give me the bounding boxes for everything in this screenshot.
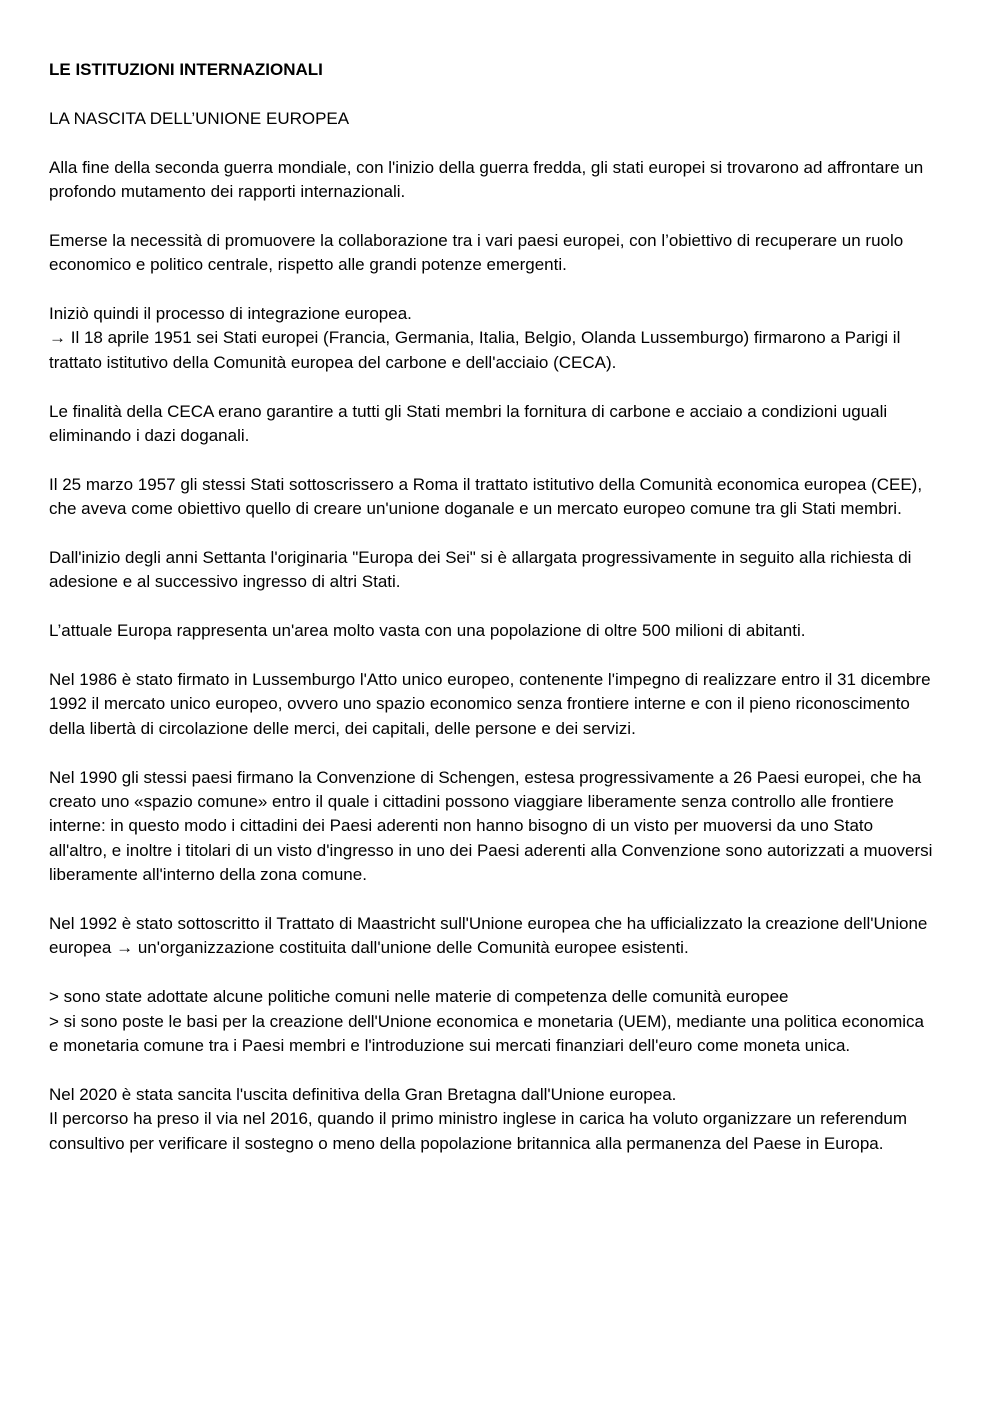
paragraph-population: L’attuale Europa rappresenta un'area molto vasta con una popolazione di oltre 500 milioni di abitanti. — [49, 621, 806, 641]
paragraph-enlargement: Dall'inizio degli anni Settanta l'originaria "Europa dei Sei" si è allargata progressivamente in seguito alla richiesta di adesione e al successivo ingresso di altri Stati. — [49, 548, 912, 592]
brexit-exit-line: Nel 2020 è stata sancita l'uscita definitiva della Gran Bretagna dall'Unione europea. — [49, 1084, 677, 1104]
paragraph-cee: Il 25 marzo 1957 gli stessi Stati sottoscrissero a Roma il trattato istitutivo della Comunità economica europea (CEE), che aveva come obiettivo quello di creare un'unione doganale e un mercato europeo comune tra gli Stati membri. — [49, 474, 923, 519]
document-page — [49, 58, 934, 1180]
policies-common-line: > sono state adottate alcune politiche comuni nelle materie di competenza delle comunità europee — [49, 987, 789, 1007]
paragraph-ceca-goals: Le finalità della CECA erano garantire a tutti gli Stati membri la fornitura di carbone e acciaio a condizioni uguali eliminando i dazi doganali. — [49, 401, 888, 446]
ceca-treaty-line: → Il 18 aprile 1951 sei Stati europei (Francia, Germania, Italia, Belgio, Olanda Lussemburgo) firmarono a Parigi il trattato istitutivo della Comunità europea del carbone e dell'acciaio (CECA). — [49, 328, 901, 372]
integration-intro-line: Iniziò quindi il processo di integrazione europea. — [49, 304, 412, 323]
paragraph-integration — [49, 302, 934, 375]
paragraph-postwar: Alla fine della seconda guerra mondiale, con l'inizio della guerra fredda, gli stati europei si trovarono ad affrontare un profondo mutamento dei rapporti internazionali. — [49, 157, 924, 201]
document-subtitle: LA NASCITA DELL’UNIONE EUROPEA — [49, 108, 350, 128]
paragraph-schengen: Nel 1990 gli stessi paesi firmano la Convenzione di Schengen, estesa progressivamente a 26 Paesi europei, che ha creato uno «spazio comune» entro il quale i cittadini possono viaggiare liberamente senza controllo alle frontiere interne: in questo modo i cittadini dei Paesi aderenti non hanno bisogno di un visto per muoversi da uno Stato all'altro, e inoltre i titolari di un visto d'ingresso in uno dei Paesi aderenti alla Convenzione sono autorizzati a muoversi liberamente all'interno della zona comune. — [49, 767, 933, 885]
paragraph-brexit — [49, 1083, 934, 1156]
brexit-referendum-line: Il percorso ha preso il via nel 2016, quando il primo ministro inglese in carica ha voluto organizzare un referendum consultivo per verificare il sostegno o meno della popolazione britannica alla permanenza del Paese in Europa. — [49, 1109, 908, 1153]
policies-uem-line: > si sono poste le basi per la creazione dell'Unione economica e monetaria (UEM), mediante una politica economica e monetaria comune tra i Paesi membri e l'introduzione sui mercati finanziari dell'euro come moneta unica. — [49, 1011, 924, 1056]
paragraph-policies — [49, 985, 934, 1058]
paragraph-single-act: Nel 1986 è stato firmato in Lussemburgo l'Atto unico europeo, contenente l'impegno di realizzare entro il 31 dicembre 1992 il mercato unico europeo, ovvero uno spazio economico senza frontiere interne e con il pieno riconoscimento della libertà di circolazione delle merci, dei capitali, delle persone e dei servizi. — [49, 670, 931, 738]
paragraph-collaboration: Emerse la necessità di promuovere la collaborazione tra i vari paesi europei, con l’obiettivo di recuperare un ruolo economico e politico centrale, rispetto alle grandi potenze emergenti. — [49, 230, 904, 275]
paragraph-maastricht: Nel 1992 è stato sottoscritto il Trattato di Maastricht sull'Unione europea che ha ufficializzato la creazione dell'Unione europea → un'organizzazione costituita dall'unione delle Comunità europee esistenti. — [49, 914, 928, 958]
document-title: LE ISTITUZIONI INTERNAZIONALI — [49, 60, 323, 79]
